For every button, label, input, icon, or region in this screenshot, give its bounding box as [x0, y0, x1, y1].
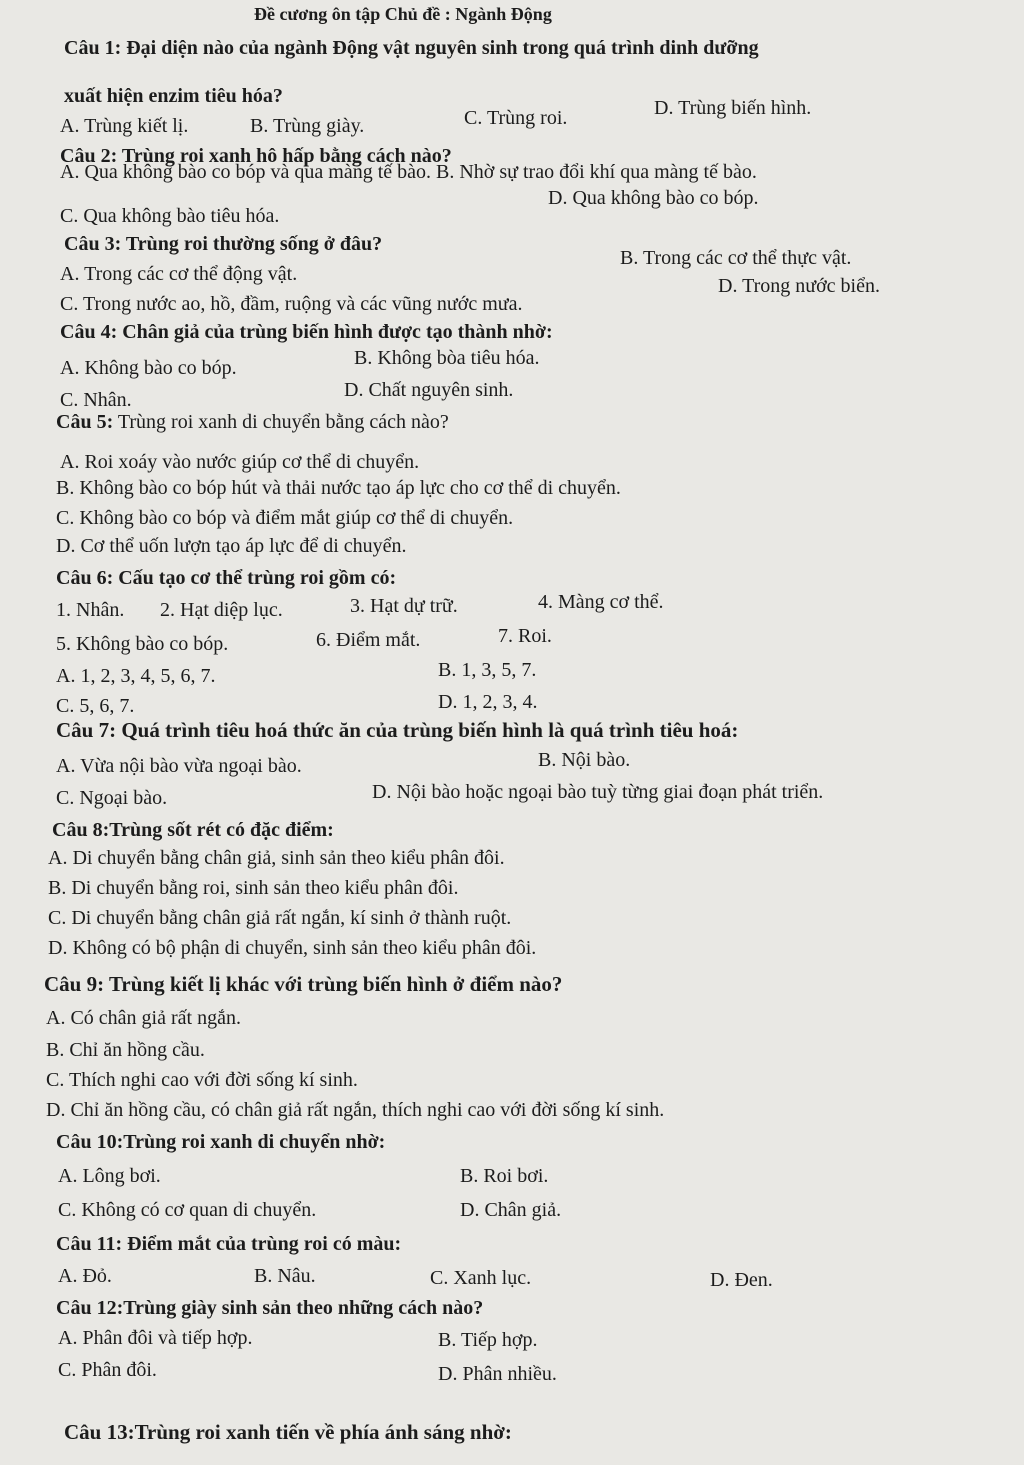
question-3-option-d: D. Trong nước biển.: [718, 275, 880, 297]
question-1-stem: Câu 1: Đại diện nào của ngành Động vật nguyên sinh trong quá trình dinh dưỡng: [64, 37, 759, 59]
question-5-stem: Câu 5: Trùng roi xanh di chuyển bằng cách nào?: [56, 411, 449, 433]
question-7-option-c: C. Ngoại bào.: [56, 787, 168, 809]
question-3-option-c: C. Trong nước ao, hồ, đầm, ruộng và các vũng nước mưa.: [60, 293, 523, 315]
question-13-stem: Câu 13:Trùng roi xanh tiến về phía ánh sáng nhờ:: [64, 1420, 512, 1444]
question-11-stem: Câu 11: Điểm mắt của trùng roi có màu:: [56, 1233, 402, 1255]
question-2-stem: Câu 2: Trùng roi xanh hô hấp bằng cách nào?: [60, 145, 452, 167]
question-12-option-b: B. Tiếp hợp.: [438, 1329, 538, 1351]
question-4-option-b: B. Không bòa tiêu hóa.: [354, 347, 540, 369]
question-6-item-1: 1. Nhân.: [56, 599, 125, 621]
question-6-item-5: 5. Không bào co bóp.: [56, 633, 229, 655]
question-11-option-a: A. Đỏ.: [58, 1265, 112, 1287]
question-4-option-c: C. Nhân.: [60, 389, 132, 411]
question-8-option-a: A. Di chuyển bằng chân giả, sinh sản theo kiểu phân đôi.: [48, 847, 505, 869]
question-1-option-b: B. Trùng giày.: [250, 115, 365, 137]
question-11-option-d: D. Đen.: [710, 1269, 773, 1291]
question-1-option-a: A. Trùng kiết lị.: [60, 115, 189, 137]
question-9-option-b: B. Chỉ ăn hồng cầu.: [46, 1039, 205, 1061]
question-8-option-b: B. Di chuyển bằng roi, sinh sản theo kiểu phân đôi.: [48, 877, 459, 899]
question-6-item-3: 3. Hạt dự trữ.: [350, 595, 458, 617]
question-9-option-c: C. Thích nghi cao với đời sống kí sinh.: [46, 1069, 358, 1091]
question-12-stem: Câu 12:Trùng giày sinh sản theo những cách nào?: [56, 1297, 484, 1319]
question-10-stem: Câu 10:Trùng roi xanh di chuyển nhờ:: [56, 1131, 386, 1153]
question-1-option-c: C. Trùng roi.: [464, 107, 568, 129]
question-10-option-c: C. Không có cơ quan di chuyển.: [58, 1199, 317, 1221]
question-3-option-a: A. Trong các cơ thể động vật.: [60, 263, 298, 285]
question-8-stem: Câu 8:Trùng sốt rét có đặc điểm:: [52, 819, 334, 841]
question-8-option-c: C. Di chuyển bằng chân giả rất ngắn, kí sinh ở thành ruột.: [48, 907, 512, 929]
question-7-option-b: B. Nội bào.: [538, 749, 631, 771]
question-5-option-b: B. Không bào co bóp hút và thải nước tạo áp lực cho cơ thể di chuyển.: [56, 477, 621, 499]
question-10-option-b: B. Roi bơi.: [460, 1165, 549, 1187]
question-10-option-a: A. Lông bơi.: [58, 1165, 161, 1187]
question-12-option-d: D. Phân nhiều.: [438, 1363, 557, 1385]
question-5-option-d: D. Cơ thể uốn lượn tạo áp lực để di chuyển.: [56, 535, 407, 557]
question-6-option-d: D. 1, 2, 3, 4.: [438, 691, 538, 713]
question-6-item-4: 4. Màng cơ thể.: [538, 591, 664, 613]
question-11-option-b: B. Nâu.: [254, 1265, 316, 1287]
question-7-option-a: A. Vừa nội bào vừa ngoại bào.: [56, 755, 302, 777]
question-4-option-d: D. Chất nguyên sinh.: [344, 379, 514, 401]
question-5-option-a: A. Roi xoáy vào nước giúp cơ thể di chuyển.: [60, 451, 420, 473]
question-5-option-c: C. Không bào co bóp và điểm mắt giúp cơ thể di chuyển.: [56, 507, 514, 529]
question-6-stem: Câu 6: Cấu tạo cơ thể trùng roi gồm có:: [56, 567, 397, 589]
page-header: Đề cương ôn tập Chủ đề : Ngành Động: [254, 4, 552, 24]
question-2-options-ab: A. Qua không bào co bóp và qua màng tế bào. B. Nhờ sự trao đổi khí qua màng tế bào.: [60, 161, 757, 183]
question-6-item-7: 7. Roi.: [498, 625, 552, 647]
question-9-option-a: A. Có chân giả rất ngắn.: [46, 1007, 241, 1029]
question-6-item-2: 2. Hạt diệp lục.: [160, 599, 283, 621]
question-4-option-a: A. Không bào co bóp.: [60, 357, 237, 379]
question-5-stem-text: Trùng roi xanh di chuyển bằng cách nào?: [117, 411, 449, 433]
question-12-option-c: C. Phân đôi.: [58, 1359, 157, 1381]
question-2-option-d: D. Qua không bào co bóp.: [548, 187, 759, 209]
question-1-stem-cont: xuất hiện enzim tiêu hóa?: [64, 85, 283, 107]
question-1-option-d: D. Trùng biến hình.: [654, 97, 812, 119]
question-7-option-d: D. Nội bào hoặc ngoại bào tuỳ từng giai đoạn phát triển.: [372, 781, 824, 803]
question-7-stem: Câu 7: Quá trình tiêu hoá thức ăn của trùng biến hình là quá trình tiêu hoá:: [56, 718, 739, 742]
question-6-option-a: A. 1, 2, 3, 4, 5, 6, 7.: [56, 665, 216, 687]
question-6-item-6: 6. Điểm mắt.: [316, 629, 421, 651]
question-8-option-d: D. Không có bộ phận di chuyển, sinh sản theo kiểu phân đôi.: [48, 937, 537, 959]
question-4-stem: Câu 4: Chân giả của trùng biến hình được tạo thành nhờ:: [60, 321, 553, 343]
question-6-option-b: B. 1, 3, 5, 7.: [438, 659, 537, 681]
question-6-option-c: C. 5, 6, 7.: [56, 695, 135, 717]
question-10-option-d: D. Chân giả.: [460, 1199, 562, 1221]
question-11-option-c: C. Xanh lục.: [430, 1267, 532, 1289]
question-3-stem: Câu 3: Trùng roi thường sống ở đâu?: [64, 233, 383, 255]
question-9-stem: Câu 9: Trùng kiết lị khác với trùng biến hình ở điểm nào?: [44, 972, 563, 996]
question-2-option-c: C. Qua không bào tiêu hóa.: [60, 205, 280, 227]
question-3-option-b: B. Trong các cơ thể thực vật.: [620, 247, 852, 269]
question-12-option-a: A. Phân đôi và tiếp hợp.: [58, 1327, 253, 1349]
question-9-option-d: D. Chỉ ăn hồng cầu, có chân giả rất ngắn, thích nghi cao với đời sống kí sinh.: [46, 1099, 665, 1121]
